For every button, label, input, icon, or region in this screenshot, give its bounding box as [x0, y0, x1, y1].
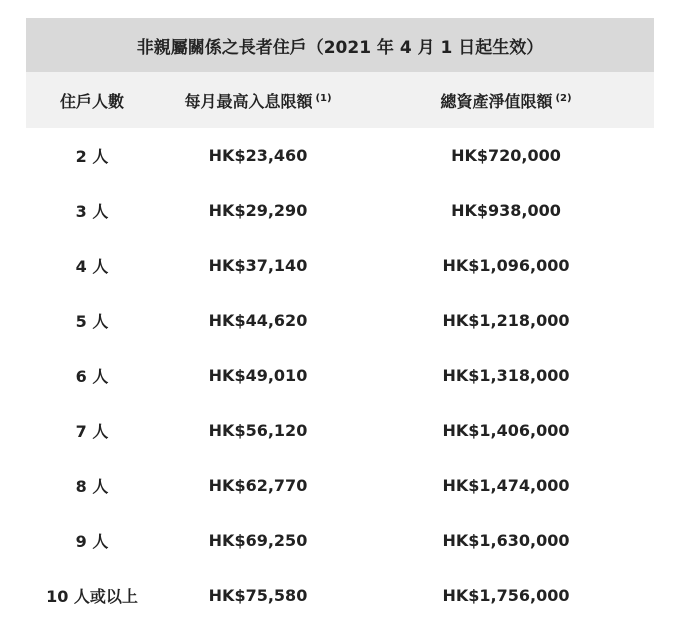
- income-limit-cell: HK$49,010: [208, 366, 308, 385]
- household-size-cell: 2 人: [75, 147, 109, 166]
- household-size-cell: 6 人: [75, 367, 109, 386]
- household-size-cell: 4 人: [75, 257, 109, 276]
- asset-limit-cell: HK$1,756,000: [442, 586, 570, 605]
- table-row: [26, 128, 654, 183]
- asset-limit-cell: HK$1,096,000: [442, 256, 570, 275]
- household-size-cell: 5 人: [75, 312, 109, 331]
- table-title-text: 非親屬關係之長者住戶（2021 年 4 月 1 日起生效）: [136, 37, 544, 58]
- income-limit-cell: HK$44,620: [208, 311, 308, 330]
- income-limit-cell: HK$69,250: [208, 531, 308, 550]
- table-title: [26, 18, 654, 72]
- table-row: [26, 238, 654, 293]
- header-income-limit: [158, 89, 358, 112]
- table-row: [26, 183, 654, 238]
- header-household-size-label: 住戶人數: [59, 91, 124, 111]
- asset-limit-cell: HK$1,218,000: [442, 311, 570, 330]
- asset-limit-cell: HK$1,474,000: [442, 476, 570, 495]
- table-row: [26, 458, 654, 513]
- header-income-limit-label: 每月最高入息限額: [184, 91, 313, 111]
- income-limit-cell: HK$23,460: [208, 146, 308, 165]
- asset-limit-cell: HK$1,318,000: [442, 366, 570, 385]
- table-row: [26, 568, 654, 623]
- household-size-cell: 10 人或以上: [46, 587, 138, 606]
- asset-footnote-marker: (2): [555, 92, 572, 104]
- table-row: [26, 348, 654, 403]
- household-size-cell: 3 人: [75, 202, 109, 221]
- income-footnote-marker: (1): [315, 92, 332, 104]
- header-asset-limit-label: 總資產淨值限額: [440, 91, 553, 111]
- household-size-cell: 8 人: [75, 477, 109, 496]
- income-limit-cell: HK$37,140: [208, 256, 308, 275]
- table-body: [26, 128, 654, 623]
- asset-limit-cell: HK$720,000: [451, 146, 561, 165]
- asset-limit-cell: HK$1,406,000: [442, 421, 570, 440]
- income-limit-cell: HK$75,580: [208, 586, 308, 605]
- household-size-cell: 7 人: [75, 422, 109, 441]
- table-row: [26, 403, 654, 458]
- table-header-row: [26, 72, 654, 128]
- header-asset-limit: [358, 89, 654, 112]
- income-asset-limit-table: [26, 18, 654, 623]
- header-household-size: [26, 89, 158, 112]
- household-size-cell: 9 人: [75, 532, 109, 551]
- table-row: [26, 293, 654, 348]
- asset-limit-cell: HK$938,000: [451, 201, 561, 220]
- income-limit-cell: HK$62,770: [208, 476, 308, 495]
- table-row: [26, 513, 654, 568]
- asset-limit-cell: HK$1,630,000: [442, 531, 570, 550]
- income-limit-cell: HK$56,120: [208, 421, 308, 440]
- income-limit-cell: HK$29,290: [208, 201, 308, 220]
